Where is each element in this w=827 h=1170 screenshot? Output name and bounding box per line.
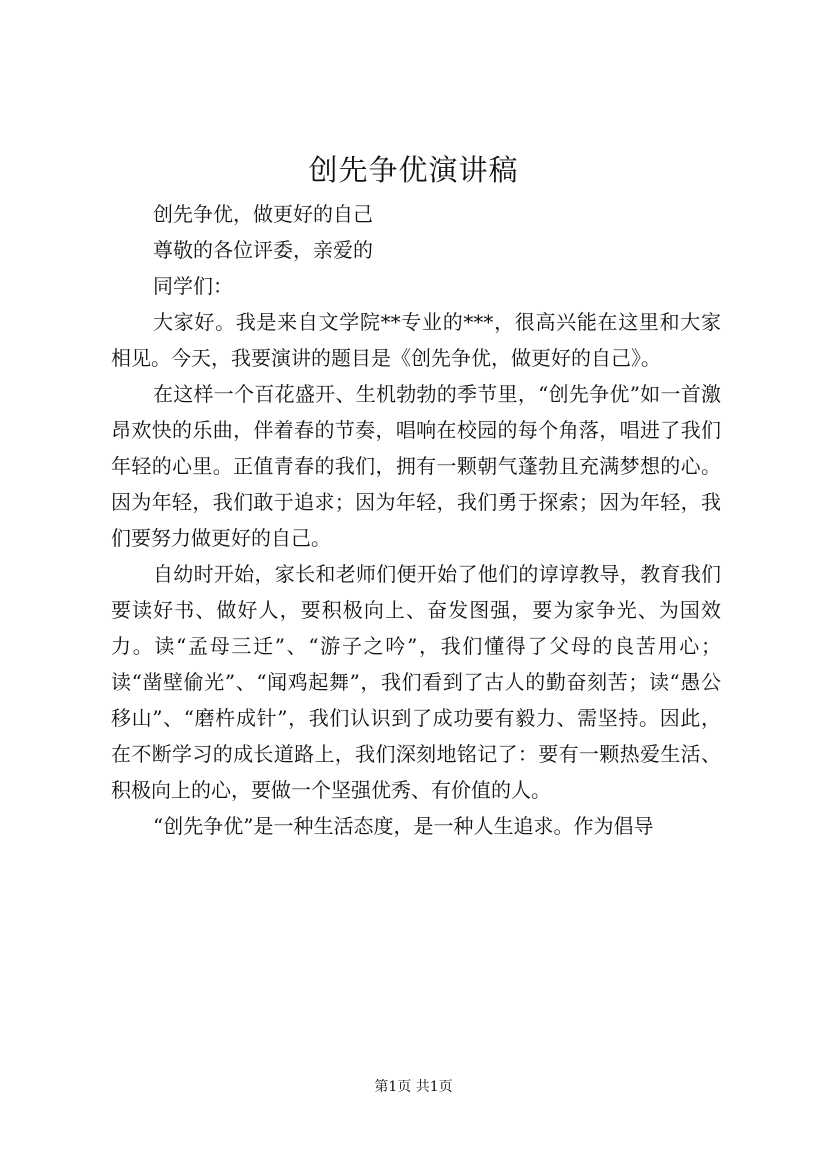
salutation-line-1: 尊敬的各位评委，亲爱的 [153,238,373,262]
paragraph-attitude: “创先争优”是一种生活态度，是一种人生追求。作为倡导 [153,814,654,838]
document-body [111,196,721,844]
salutation-line-2: 同学们： [153,274,233,298]
paragraph-childhood: 自幼时开始，家长和老师们便开始了他们的谆谆教导，教育我们要读好书、做好人，要积极向上、奋发图强，要为家争光、为国效力。读“孟母三迁”、“游子之吟”，我们懂得了父母的良苦用心；读“凿壁偷光”、“闻鸡起舞”，我们看到了古人的勤奋刻苦；读“愚公移山”、“磨杵成针”，我们认识到了成功要有毅力、需坚持。因此，在不断学习的成长道路上，我们深刻地铭记了：要有一颗热爱生活、积极向上的心，要做一个坚强优秀、有价值的人。 [111,562,721,802]
page-footer: 第1页 共1页 [374,1079,453,1095]
paragraph-greeting: 大家好。我是来自文学院**专业的***，很高兴能在这里和大家相见。今天，我要演讲的题目是《创先争优，做更好的自己》。 [111,310,721,370]
paragraph-season: 在这样一个百花盛开、生机勃勃的季节里，“创先争优”如一首激昂欢快的乐曲，伴着春的节奏，唱响在校园的每个角落，唱进了我们年轻的心里。正值青春的我们，拥有一颗朝气蓬勃且充满梦想的心。因为年轻，我们敢于追求；因为年轻，我们勇于探索；因为年轻，我们要努力做更好的自己。 [111,382,721,550]
document-title: 创先争优演讲稿 [308,153,519,187]
subtitle-line: 创先争优，做更好的自己 [153,202,373,226]
